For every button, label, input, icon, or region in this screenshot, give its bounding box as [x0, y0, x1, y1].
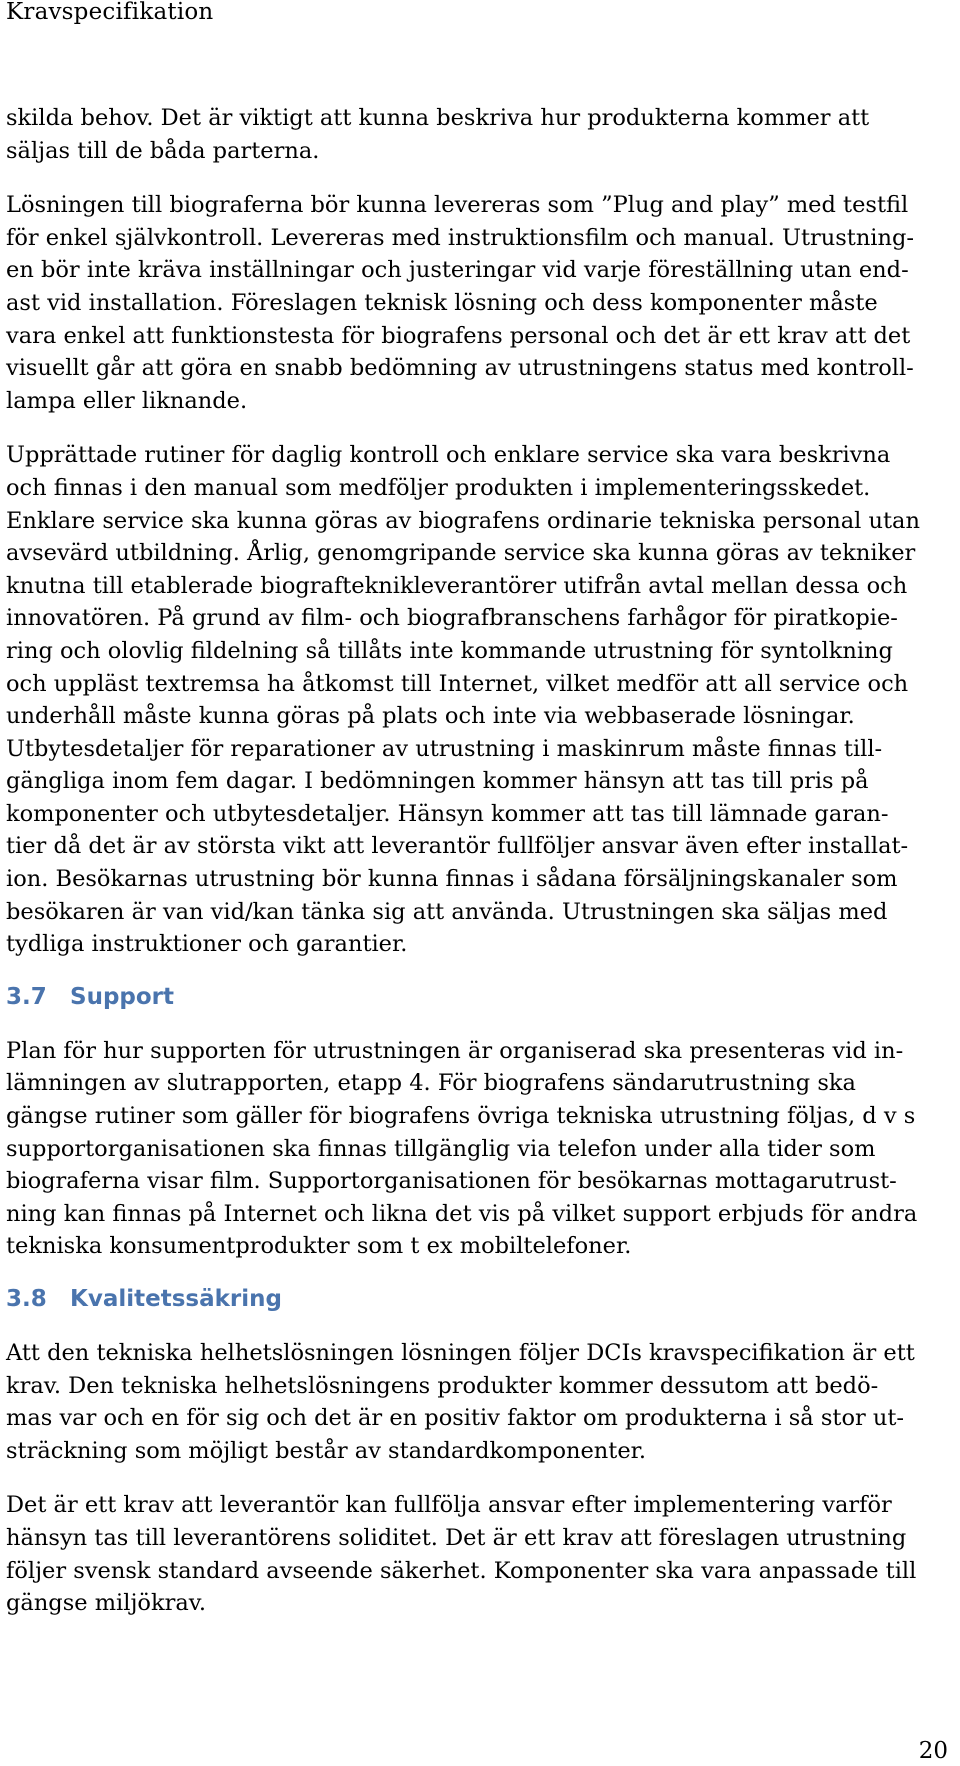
- section-heading: [6, 981, 951, 1013]
- text-line: tydliga instruktioner och garantier.: [6, 931, 408, 958]
- text-line: gängse miljökrav.: [6, 1590, 206, 1617]
- text-line: Upprättade rutiner för daglig kontroll och enklare service ska vara beskrivna: [6, 442, 891, 469]
- text-line: gängliga inom fem dagar. I bedömningen kommer hänsyn att tas till pris på: [6, 768, 869, 795]
- text-line: avsevärd utbildning. Årlig, genomgripande service ska kunna göras av tekniker: [6, 540, 916, 567]
- block-spacer: [6, 1467, 951, 1489]
- paragraph: [6, 1035, 951, 1263]
- paragraph: [6, 439, 951, 961]
- text-line: för enkel självkontroll. Levereras med instruktionsfilm och manual. Utrustning-: [6, 224, 914, 251]
- text-line: ast vid installation. Föreslagen teknisk lösning och dess komponenter måste: [6, 289, 878, 316]
- section-title: Support: [70, 983, 175, 1010]
- text-line: Det är ett krav att leverantör kan fullfölja ansvar efter implementering varför: [6, 1492, 892, 1519]
- block-spacer: [6, 167, 951, 189]
- text-line: en bör inte kräva inställningar och justeringar vid varje föreställning utan end-: [6, 257, 909, 284]
- text-line: hänsyn tas till leverantörens soliditet. Det är ett krav att föreslagen utrustning: [6, 1524, 907, 1551]
- text-line: ning kan finnas på Internet och likna det vis på vilket support erbjuds för andra: [6, 1200, 918, 1227]
- paragraph: [6, 189, 951, 417]
- text-line: biograferna visar film. Supportorganisationen för besökarnas mottagarutrust-: [6, 1168, 897, 1195]
- text-line: vara enkel att funktionstesta för biografens personal och det är ett krav att det: [6, 322, 911, 349]
- text-line: Utbytesdetaljer för reparationer av utrustning i maskinrum måste finnas till-: [6, 735, 883, 762]
- document-body: [6, 102, 951, 1620]
- text-line: ion. Besökarnas utrustning bör kunna finnas i sådana försäljningskanaler som: [6, 866, 898, 893]
- text-line: lämningen av slutrapporten, etapp 4. För biografens sändarutrustning ska: [6, 1070, 856, 1097]
- text-line: visuellt går att göra en snabb bedömning av utrustningens status med kontroll-: [6, 355, 914, 382]
- block-spacer: [6, 417, 951, 439]
- text-line: lampa eller liknande.: [6, 387, 248, 414]
- text-line: Enklare service ska kunna göras av biografens ordinarie tekniska personal utan: [6, 507, 920, 534]
- text-line: gängse rutiner som gäller för biografens övriga tekniska utrustning följas, d v s: [6, 1103, 916, 1130]
- text-line: och uppläst textremsa ha åtkomst till Internet, vilket medför att all service och: [6, 670, 909, 697]
- text-line: underhåll måste kunna göras på plats och inte via webbaserade lösningar.: [6, 703, 855, 730]
- text-line: Lösningen till biograferna bör kunna levereras som ”Plug and play” med testfil: [6, 192, 909, 219]
- text-line: följer svensk standard avseende säkerhet. Komponenter ska vara anpassade till: [6, 1557, 917, 1584]
- paragraph: [6, 1489, 951, 1619]
- text-line: sträckning som möjligt består av standardkomponenter.: [6, 1437, 647, 1464]
- text-line: ring och olovlig fildelning så tillåts inte kommande utrustning för syntolkning: [6, 637, 893, 664]
- text-line: krav. Den tekniska helhetslösningens produkter kommer dessutom att bedö-: [6, 1372, 879, 1399]
- text-line: knutna till etablerade biografteknikleverantörer utifrån avtal mellan dessa och: [6, 572, 908, 599]
- block-spacer: [6, 1263, 951, 1283]
- section-heading: [6, 1283, 951, 1315]
- text-line: komponenter och utbytesdetaljer. Hänsyn kommer att tas till lämnade garan-: [6, 800, 889, 827]
- paragraph: [6, 1337, 951, 1467]
- block-spacer: [6, 1013, 951, 1035]
- section-number: 3.8: [6, 1286, 47, 1312]
- text-line: och finnas i den manual som medföljer produkten i implementeringsskedet.: [6, 474, 871, 501]
- text-line: säljas till de båda parterna.: [6, 137, 320, 164]
- text-line: supportorganisationen ska finnas tillgänglig via telefon under alla tider som: [6, 1135, 876, 1162]
- text-line: Plan för hur supporten för utrustningen är organiserad ska presenteras vid in-: [6, 1037, 904, 1064]
- text-line: besökaren är van vid/kan tänka sig att använda. Utrustningen ska säljas med: [6, 898, 888, 925]
- text-line: skilda behov. Det är viktigt att kunna beskriva hur produkterna kommer att: [6, 105, 870, 131]
- running-header: Kravspecifikation: [6, 0, 214, 25]
- page-number: 20: [918, 1738, 948, 1764]
- section-title: Kvalitetssäkring: [70, 1286, 282, 1312]
- paragraph: [6, 102, 951, 167]
- block-spacer: [6, 1315, 951, 1337]
- section-number: 3.7: [6, 983, 47, 1010]
- block-spacer: [6, 961, 951, 981]
- text-line: tier då det är av största vikt att leverantör fullföljer ansvar även efter installat-: [6, 833, 909, 860]
- text-line: Att den tekniska helhetslösningen lösningen följer DCIs kravspecifikation är ett: [6, 1340, 915, 1366]
- text-line: innovatören. På grund av film- och biografbranschens farhågor för piratkopie-: [6, 605, 898, 632]
- text-line: tekniska konsumentprodukter som t ex mobiltelefoner.: [6, 1233, 632, 1260]
- text-line: mas var och en för sig och det är en positiv faktor om produkterna i så stor ut-: [6, 1405, 905, 1432]
